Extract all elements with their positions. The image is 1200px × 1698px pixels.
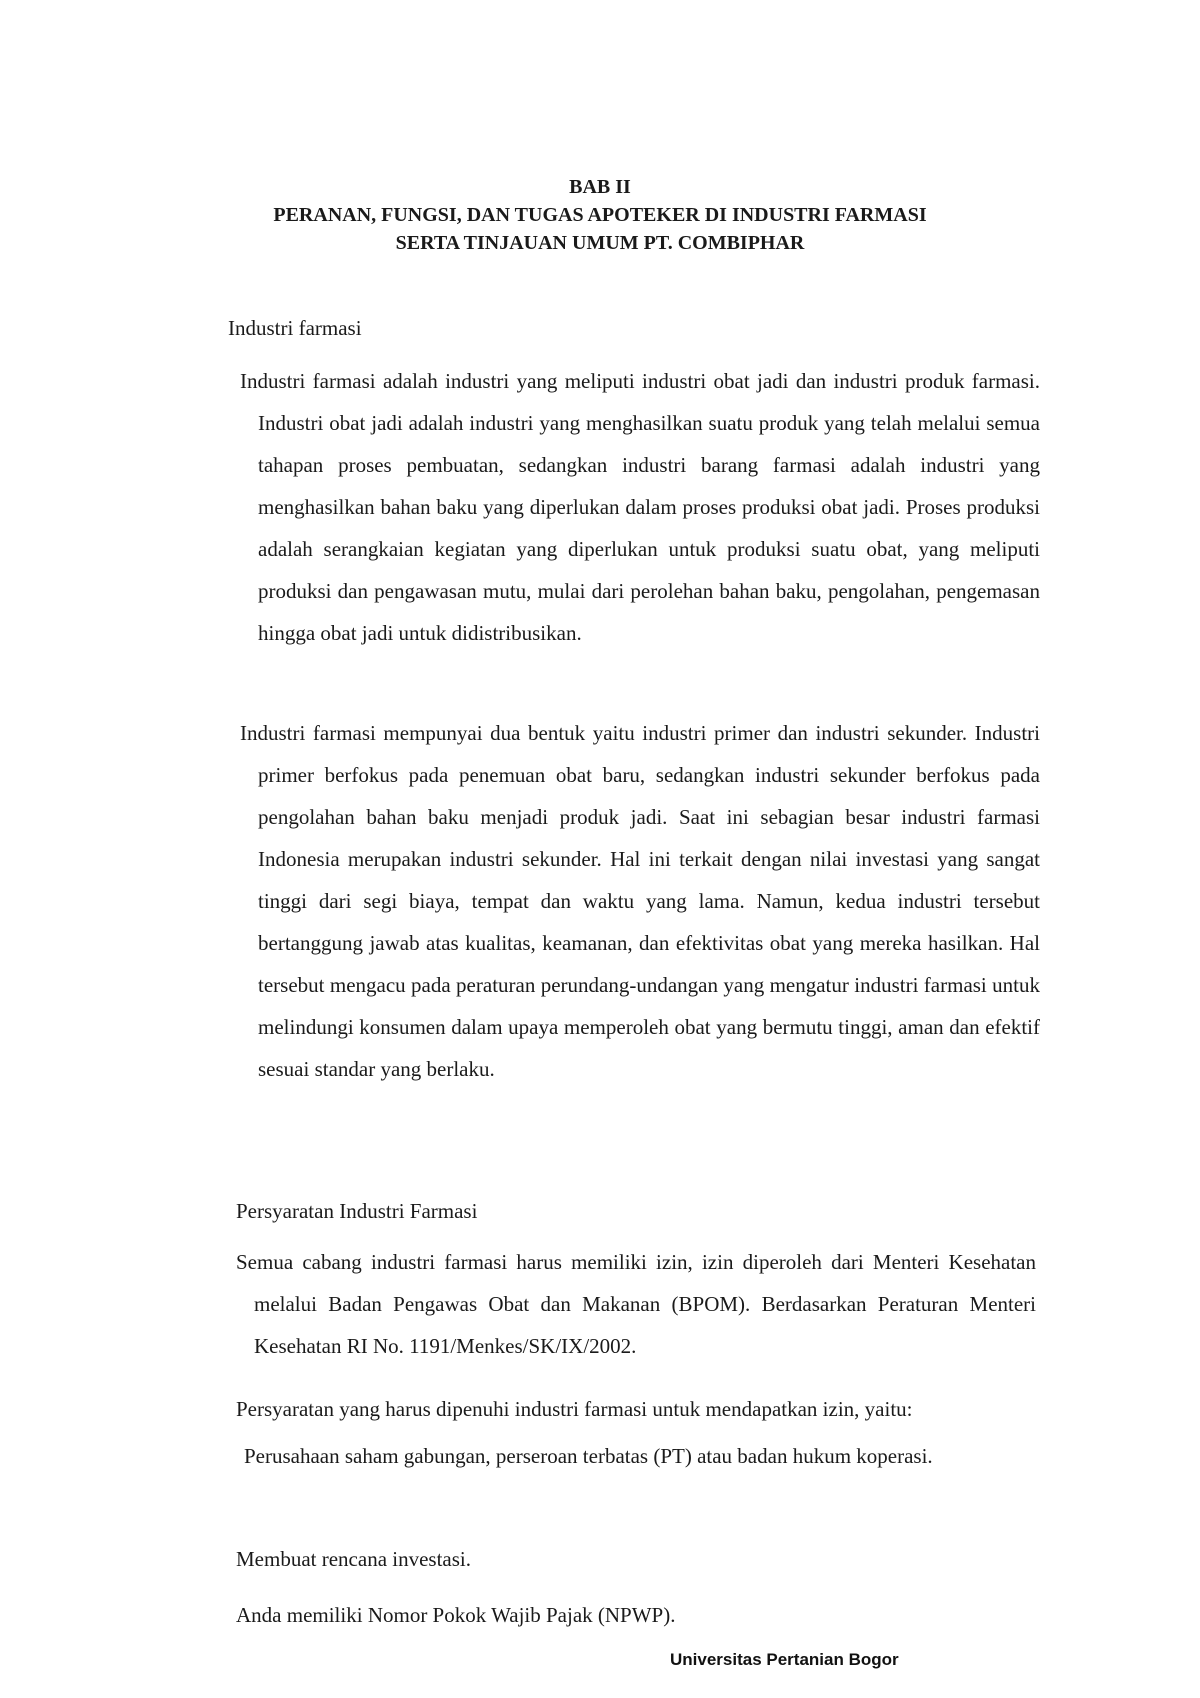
list-item-perusahaan: Perusahaan saham gabungan, perseroan terbatas (PT) atau badan hukum koperasi. bbox=[244, 1444, 933, 1468]
chapter-title-line-1: PERANAN, FUNGSI, DAN TUGAS APOTEKER DI INDUSTRI FARMASI bbox=[273, 204, 927, 226]
paragraph-industri-farmasi-definition: Industri farmasi adalah industri yang meliputi industri obat jadi dan industri produk farmasi. Industri obat jadi adalah industri yang menghasilkan suatu produk yang telah melalui semua tahapan proses pembuatan, sedangkan industri barang farmasi adalah industri yang menghasilkan bahan baku yang diperlukan dalam proses produksi obat jadi. Proses produksi adalah serangkaian kegiatan yang diperlukan untuk produksi suatu obat, yang meliputi produksi dan pengawasan mutu, mulai dari perolehan bahan baku, pengolahan, pengemasan hingga obat jadi untuk didistribusikan. bbox=[240, 369, 1040, 645]
list-item-npwp: Anda memiliki Nomor Pokok Wajib Pajak (NPWP). bbox=[236, 1603, 676, 1627]
section-title-persyaratan: Persyaratan Industri Farmasi bbox=[236, 1199, 478, 1223]
footer-institution: Universitas Pertanian Bogor bbox=[670, 1650, 899, 1669]
section-title-industri-farmasi: Industri farmasi bbox=[228, 316, 362, 340]
paragraph-industri-farmasi-forms: Industri farmasi mempunyai dua bentuk yaitu industri primer dan industri sekunder. Industri primer berfokus pada penemuan obat baru, sedangkan industri sekunder berfokus pada pengolahan bahan baku menjadi produk jadi. Saat ini sebagian besar industri farmasi Indonesia merupakan industri sekunder. Hal ini terkait dengan nilai investasi yang sangat tinggi dari segi biaya, tempat dan waktu yang lama. Namun, kedua industri tersebut bertanggung jawab atas kualitas, keamanan, dan efektivitas obat yang mereka hasilkan. Hal tersebut mengacu pada peraturan perundang-undangan yang mengatur industri farmasi untuk melindungi konsumen dalam upaya memperoleh obat yang bermutu tinggi, aman dan efektif sesuai standar yang berlaku. bbox=[240, 721, 1040, 1081]
paragraph-persyaratan-intro: Persyaratan yang harus dipenuhi industri farmasi untuk mendapatkan izin, yaitu: bbox=[236, 1397, 913, 1421]
chapter-title-line-2: SERTA TINJAUAN UMUM PT. COMBIPHAR bbox=[395, 232, 805, 254]
paragraph-izin: Semua cabang industri farmasi harus memiliki izin, izin diperoleh dari Menteri Kesehatan melalui Badan Pengawas Obat dan Makanan (BPOM). Berdasarkan Peraturan Menteri Kesehatan RI No. 1191/Menkes/SK/IX/2002. bbox=[236, 1250, 1036, 1358]
chapter-heading: BAB II bbox=[569, 176, 631, 198]
list-item-rencana-investasi: Membuat rencana investasi. bbox=[236, 1547, 471, 1571]
